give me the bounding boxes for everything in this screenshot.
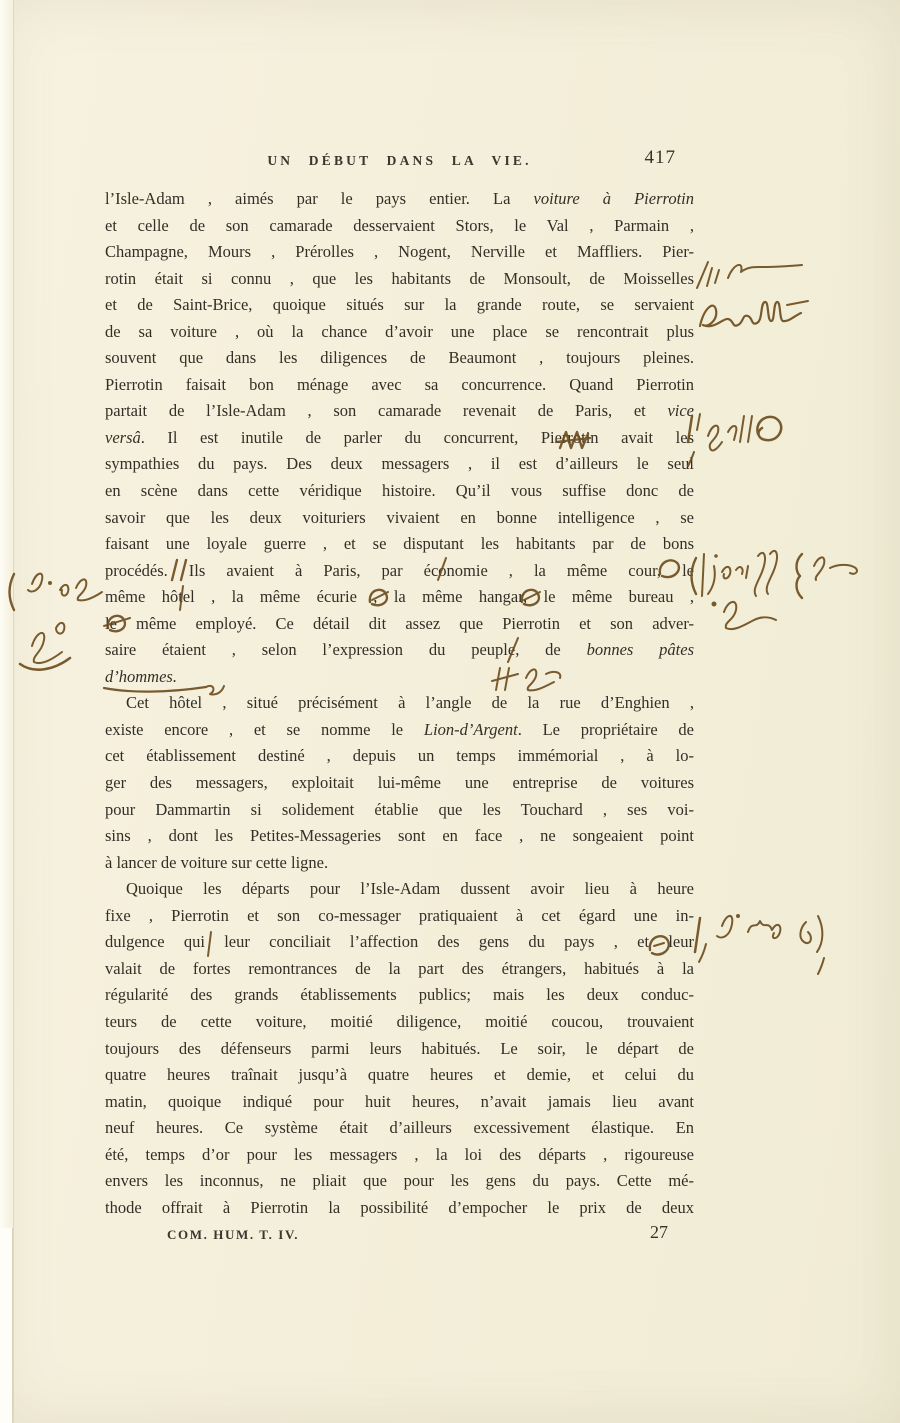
text-line [105,478,694,505]
text-line [105,266,694,293]
text-line [105,1089,694,1116]
text-line [105,982,694,1009]
italic-text: vice [667,401,694,421]
body-text: ger des messagers, exploitait lui-même une entreprise de voitures [105,773,694,793]
printer-signature: COM. HUM. T. IV. [167,1227,300,1242]
text-line [105,690,694,717]
ink-note-right-line10 [688,414,781,466]
body-text: rotin était si connu , que les habitants de Monsoult, de Moisselles [105,268,694,288]
body-text: sympathies du pays. Des deux messagers , il est d’ailleurs le seul [105,454,694,474]
body-text: procédés. Ils avaient à Paris, par économie , la même cour, le [105,560,694,580]
paragraph [105,876,694,1221]
text-line [105,558,694,585]
body-text: valait de fortes remontrances de la part des étrangers, habitués à la [105,958,694,978]
sheet-number: 27 [650,1222,668,1242]
page-scan-corner [0,1228,13,1423]
body-text: partait de l’Isle-Adam , son camarade revenait de Paris, et [105,401,668,421]
text-line [105,850,694,877]
page-footer [105,1222,694,1250]
body-text: l’Isle-Adam , aimés par le pays entier. La [105,189,534,208]
italic-text: versâ [105,427,141,447]
text-line [105,505,694,532]
text-line [105,1062,694,1089]
ink-note-baillet [700,265,808,326]
body-text: matin, quoique indiqué pour huit heures, n’avait jamais lieu avant [105,1091,694,1111]
text-line [105,956,694,983]
body-text: teurs de cette voiture, moitié diligence, moitié coucou, trouvaient [105,1011,694,1031]
italic-text: d’hommes. [105,666,177,686]
text-line [105,319,694,346]
text-line [105,876,694,903]
body-text: thode offrait à Pierrotin la possibilité d’empocher le prix de deux [105,1197,694,1217]
ink-note-right-line28 [695,914,824,974]
running-title: UN DÉBUT DANS LA VIE. [267,153,532,168]
body-text: quatre heures traînait jusqu’à quatre heures et demie, et celui du [105,1065,694,1085]
body-text: de sa voiture , où la chance d’avoir une place se rencontrait plus [105,321,694,341]
text-line [105,398,694,425]
text-line [105,1036,694,1063]
text-line [105,664,694,691]
text-line [105,292,694,319]
ink-note-right-line15 [692,551,857,629]
text-line [105,584,694,611]
body-text: dulgence qui leur conciliait l’affection des gens du pays , et leur [105,932,694,952]
text-line [105,797,694,824]
body-text: envers les inconnus, ne pliait que pour les gens du pays. Cette mé- [105,1171,694,1191]
text-line [105,425,694,452]
text-line [105,717,694,744]
text-line [105,372,694,399]
text-line [105,345,694,372]
text-line [105,1168,694,1195]
slash-after-moisselles-mark [697,262,708,288]
body-text: fixe , Pierrotin et son co-messager pratiquaient à cet égard une in- [105,905,694,925]
body-text: et celle de son camarade desservaient Stors, le Val , Parmain , [105,215,694,235]
body-text: pour Dammartin si solidement établie que les Touchard , ses voi- [105,799,694,819]
body-text: le même employé. Ce détail dit assez que Pierrotin et son adver- [105,613,694,633]
body-text: à lancer de voiture sur cette ligne. [105,852,329,872]
body-text: même hôtel , la même écurie , la même hangar, le même bureau , [105,587,694,607]
body-text: et de Saint-Brice, quoique situés sur la grande route, se servaient [105,295,694,315]
page-number: 417 [644,147,676,168]
text-line [105,213,694,240]
italic-text: bonnes pâtes [586,640,695,660]
body-text: régularité des grands établissements publics; mais les deux conduc- [105,985,694,1005]
text-line [105,1195,694,1222]
text-line [105,239,694,266]
italic-text: Lion-d’Argent [423,719,518,739]
text-line [105,611,694,638]
body-text: souvent que dans les diligences de Beaumont , toujours pleines. [105,348,694,368]
text-line [105,531,694,558]
body-text: saire étaient , selon l’expression du peuple, de [105,640,587,660]
body-text: . Il est inutile de parler du concurrent, Pierrotin avait les [140,427,694,447]
text-line [105,637,694,664]
text-line [105,1115,694,1142]
body-text: . Le propriétaire de [517,719,694,739]
body-text: cet établissement destiné , depuis un temps immémorial , à lo- [105,746,694,766]
text-column [105,186,694,1221]
body-text: existe encore , et se nomme le [105,719,424,739]
paragraph [105,690,694,876]
text-line [105,1142,694,1169]
body-text: Pierrotin faisait bon ménage avec sa concurrence. Quand Pierrotin [105,374,694,394]
ink-note-left-line15 [10,574,103,610]
body-text: toujours des défenseurs parmi leurs habitués. Le soir, le départ de [105,1038,694,1058]
body-text: en scène dans cette véridique histoire. Qu’il vous suffise donc de [105,481,694,501]
body-text: neuf heures. Ce système était d’ailleurs excessivement élastique. En [105,1118,694,1138]
body-text: Cet hôtel , situé précisément à l’angle de la rue d’Enghien , [126,693,694,713]
body-text: Quoique les départs pour l’Isle-Adam dussent avoir lieu à heure [126,879,694,899]
page-scan-edge [0,0,14,1423]
body-text: été, temps d’or pour les messagers , la loi des départs , rigoureuse [105,1144,694,1164]
paragraph [105,186,694,690]
text-line [105,1009,694,1036]
text-line [105,929,694,956]
page-header [105,147,694,176]
text-line [105,743,694,770]
text-line [105,823,694,850]
text-line [105,903,694,930]
body-text: savoir que les deux voituriers vivaient en bonne intelligence , se [105,507,694,527]
text-line [105,186,694,213]
italic-text: voiture à Pierrotin [533,189,694,208]
body-text: sins , dont les Petites-Messageries sont en face , ne songeaient point [105,826,694,846]
body-text: faisant une loyale guerre , et se disputant les habitants par de bons [105,534,694,554]
text-line [105,770,694,797]
text-line [105,451,694,478]
body-text: Champagne, Mours , Prérolles , Nogent, Nerville et Maffliers. Pier- [105,242,694,262]
